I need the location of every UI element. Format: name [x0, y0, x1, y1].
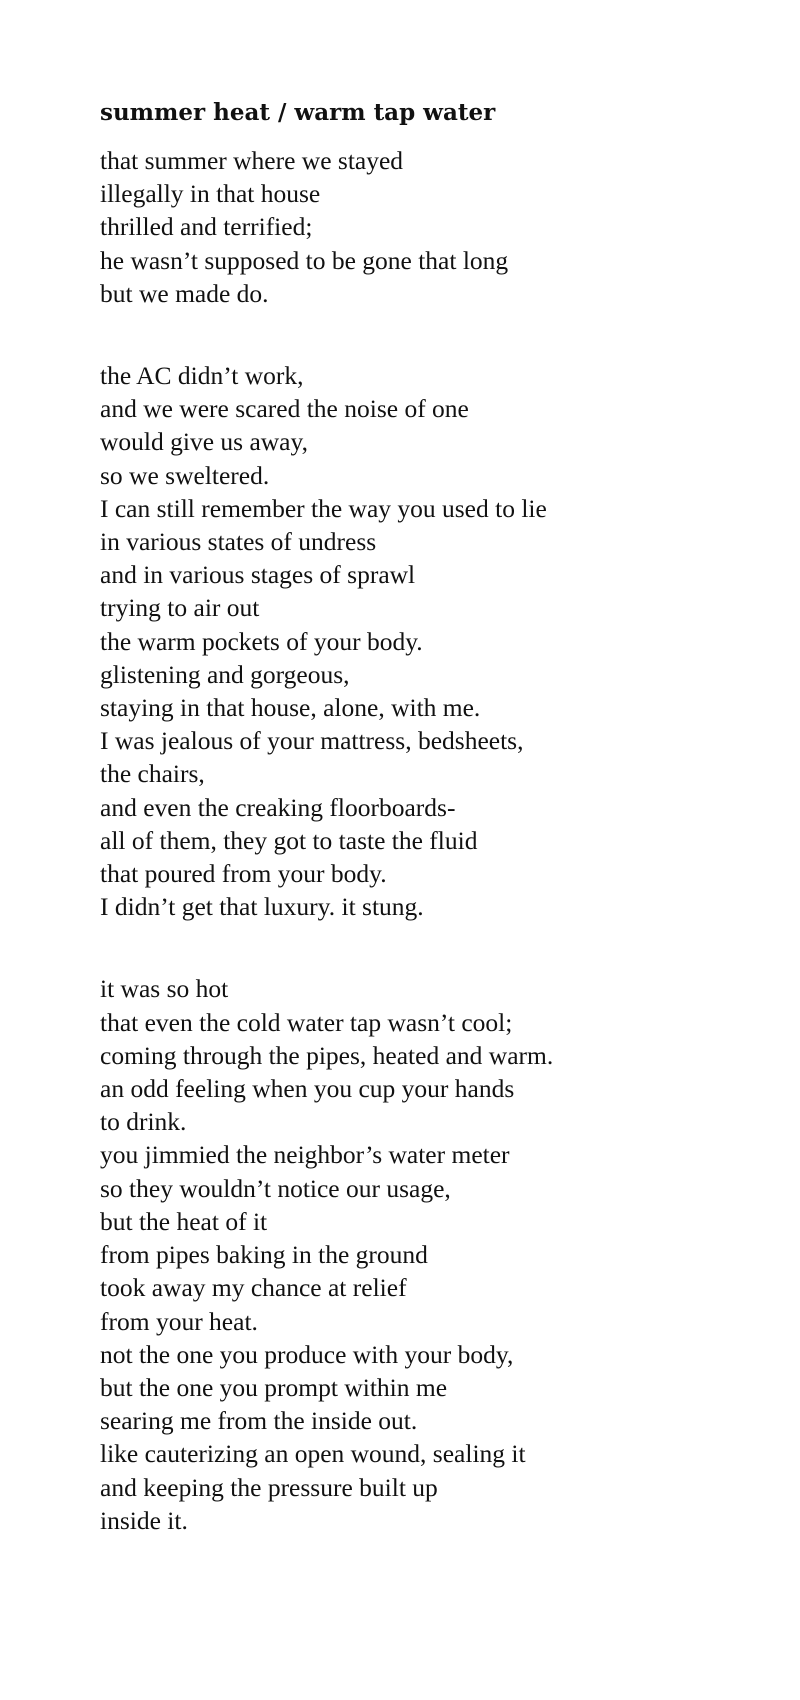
poem-line: in various states of undress	[100, 527, 377, 557]
poem-line: took away my chance at relief	[100, 1273, 407, 1303]
poem-line: all of them, they got to taste the fluid	[100, 825, 478, 855]
poem-line: to drink.	[100, 1107, 187, 1137]
poem-line: from pipes baking in the ground	[100, 1240, 428, 1270]
poem-line: would give us away,	[100, 427, 308, 457]
poem-line: it was so hot	[100, 974, 229, 1004]
poem-line: the warm pockets of your body.	[100, 626, 423, 656]
poem-page	[100, 98, 760, 1537]
poem-line: inside it.	[100, 1505, 188, 1535]
poem-line: searing me from the inside out.	[100, 1406, 418, 1436]
poem-line: glistening and gorgeous,	[100, 659, 350, 689]
poem-line: trying to air out	[100, 593, 260, 623]
poem-line: I was jealous of your mattress, bedsheets,	[100, 726, 524, 756]
poem-line: from your heat.	[100, 1306, 258, 1336]
poem-title: summer heat / warm tap water	[100, 99, 496, 126]
poem-line: so we sweltered.	[100, 460, 270, 490]
poem-line: that poured from your body.	[100, 859, 387, 889]
poem-line: the chairs,	[100, 759, 205, 789]
poem-line: and in various stages of sprawl	[100, 560, 416, 590]
poem-line: thrilled and terrified;	[100, 212, 313, 242]
poem-line: that summer where we stayed	[100, 146, 404, 175]
poem-body	[100, 144, 760, 1537]
poem-line: you jimmied the neighbor’s water meter	[100, 1140, 510, 1170]
poem-line: and keeping the pressure built up	[100, 1472, 438, 1502]
poem-line: the AC didn’t work,	[100, 361, 304, 391]
poem-line: not the one you produce with your body,	[100, 1339, 514, 1369]
poem-line: so they wouldn’t notice our usage,	[100, 1173, 451, 1203]
poem-line: he wasn’t supposed to be gone that long	[100, 245, 509, 275]
stanza-3	[100, 972, 760, 1536]
poem-line: an odd feeling when you cup your hands	[100, 1074, 515, 1104]
poem-line: like cauterizing an open wound, sealing it	[100, 1439, 526, 1469]
poem-line: I didn’t get that luxury. it stung.	[100, 892, 424, 922]
poem-line: but the one you prompt within me	[100, 1372, 448, 1402]
poem-line: that even the cold water tap wasn’t cool;	[100, 1007, 513, 1037]
poem-line: illegally in that house	[100, 179, 321, 209]
stanza-2	[100, 359, 760, 923]
poem-line: but the heat of it	[100, 1206, 268, 1236]
poem-line: but we made do.	[100, 278, 269, 308]
poem-line: staying in that house, alone, with me.	[100, 693, 481, 723]
poem-line: and even the creaking floorboards-	[100, 792, 456, 822]
poem-line: and we were scared the noise of one	[100, 394, 469, 424]
poem-line: I can still remember the way you used to lie	[100, 493, 547, 523]
stanza-1	[100, 144, 760, 310]
poem-line: coming through the pipes, heated and warm.	[100, 1040, 554, 1070]
